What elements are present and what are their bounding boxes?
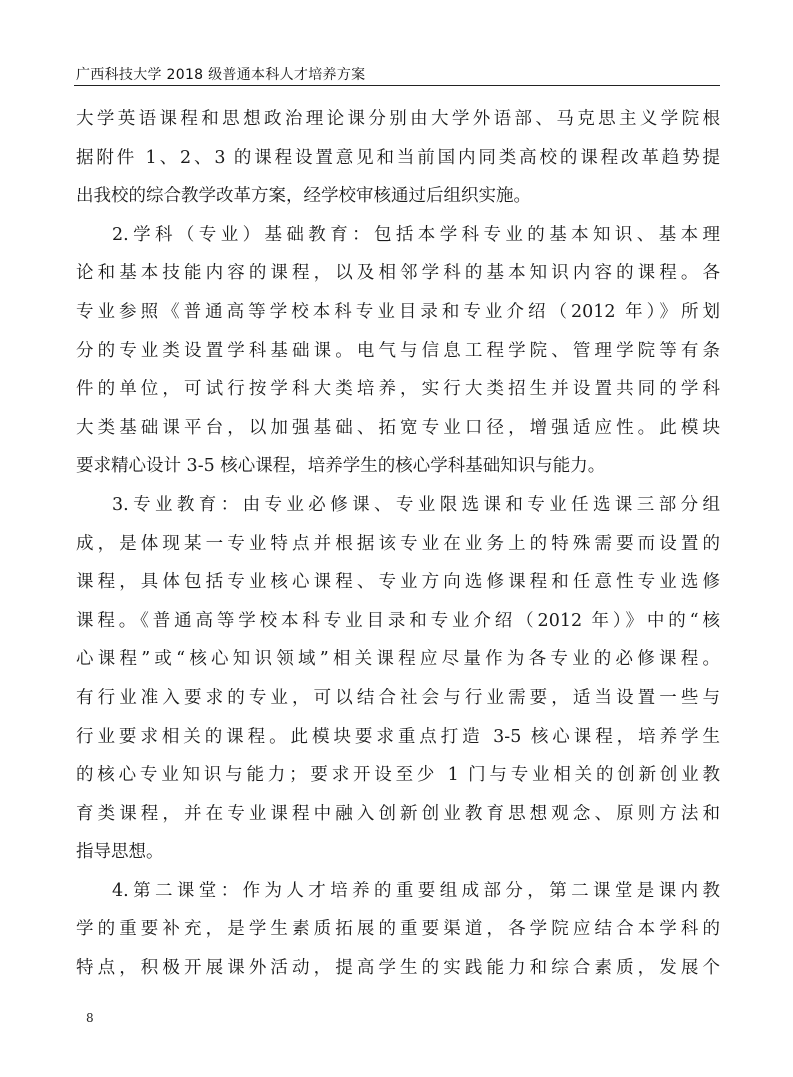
- text-line: 据附件 1、2、3 的课程设置意见和当前国内同类高校的课程改革趋势提: [76, 147, 720, 168]
- text-line: 论和基本技能内容的课程，以及相邻学科的基本知识内容的课程。各: [76, 263, 720, 284]
- text-line: 成，是体现某一专业特点并根据该专业在业务上的特殊需要而设置的: [76, 533, 720, 554]
- running-header-title: 广西科技大学 2018 级普通本科人才培养方案: [76, 67, 366, 83]
- page-number: 8: [86, 1011, 94, 1025]
- text-line: 课程，具体包括专业核心课程、专业方向选修课程和任意性专业选修: [76, 572, 720, 593]
- text-line: 特点，积极开展课外活动，提高学生的实践能力和综合素质，发展个: [76, 958, 720, 979]
- text-line: 指导思想。: [76, 842, 164, 863]
- text-line: 学的重要补充，是学生素质拓展的重要渠道，各学院应结合本学科的: [76, 919, 720, 940]
- text-line: 大学英语课程和思想政治理论课分别由大学外语部、马克思主义学院根: [76, 109, 720, 129]
- text-line: 的核心专业知识与能力；要求开设至少 1 门与专业相关的创新创业教: [76, 765, 720, 786]
- text-line: 专业参照《普通高等学校本科专业目录和专业介绍（2012 年）》所划: [76, 301, 720, 322]
- text-line: 件的单位，可试行按学科大类培养，实行大类招生并设置共同的学科: [76, 379, 720, 400]
- text-line: 课程。《普通高等学校本科专业目录和专业介绍（2012 年）》中的“核: [76, 610, 720, 631]
- text-line: 大类基础课平台，以加强基础、拓宽专业口径，增强适应性。此模块: [76, 417, 720, 438]
- text-line: 要求精心设计 3-5 核心课程，培养学生的核心学科基础知识与能力。: [76, 456, 606, 477]
- paragraph-2-start: 2.学科（专业）基础教育：包括本学科专业的基本知识、基本理: [112, 224, 720, 245]
- text-line: 分的专业类设置学科基础课。电气与信息工程学院、管理学院等有条: [76, 340, 720, 361]
- header-divider: [74, 85, 720, 86]
- text-line: 育类课程，并在专业课程中融入创新创业教育思想观念、原则方法和: [76, 803, 720, 824]
- text-line: 有行业准入要求的专业，可以结合社会与行业需要，适当设置一些与: [76, 687, 720, 708]
- text-line: 心课程”或“核心知识领域”相关课程应尽量作为各专业的必修课程。: [76, 649, 720, 670]
- text-line: 行业要求相关的课程。此模块要求重点打造 3-5 核心课程，培养学生: [76, 726, 720, 747]
- paragraph-4-start: 4.第二课堂：作为人才培养的重要组成部分，第二课堂是课内教: [112, 880, 720, 901]
- text-line: 出我校的综合教学改革方案，经学校审核通过后组织实施。: [76, 186, 531, 207]
- body-text: [76, 100, 720, 988]
- paragraph-3-start: 3.专业教育：由专业必修课、专业限选课和专业任选课三部分组: [112, 494, 720, 515]
